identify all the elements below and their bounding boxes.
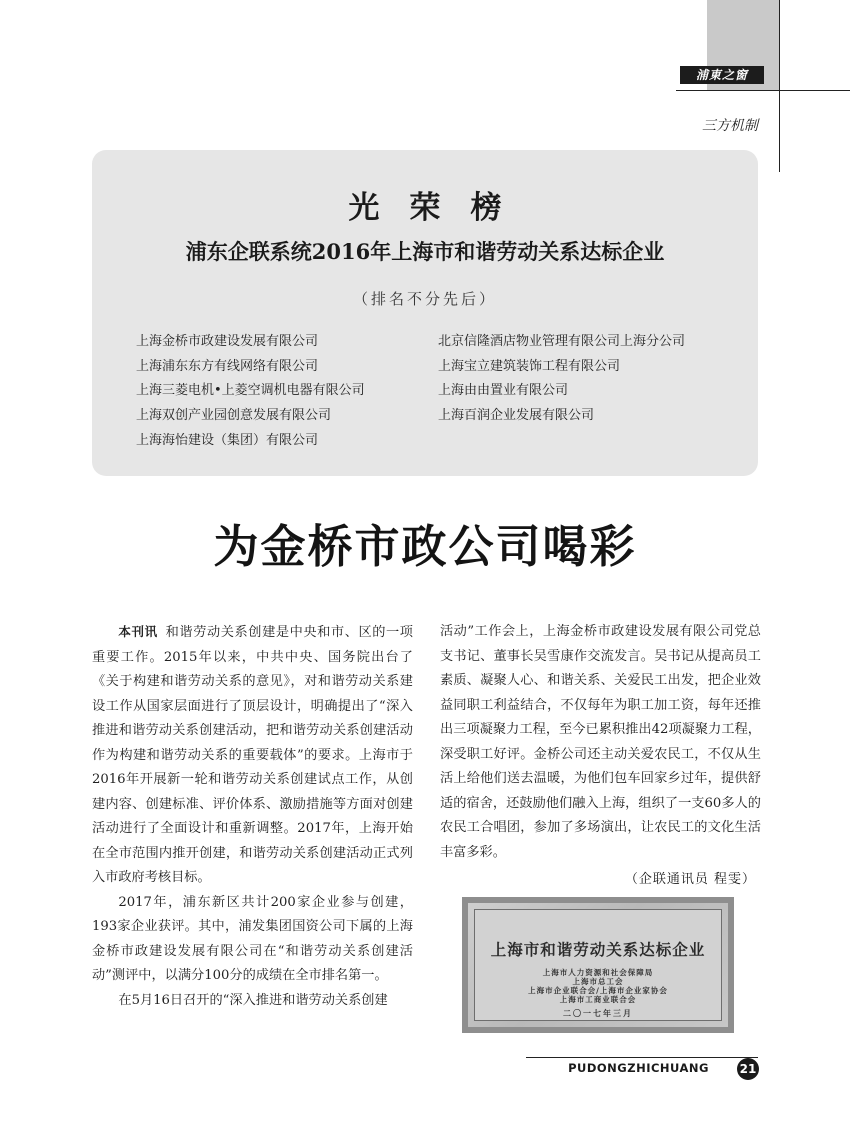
company-list-left	[136, 330, 365, 454]
company-item: 上海由由置业有限公司	[438, 383, 569, 399]
magazine-logo: 浦東之窗	[680, 66, 764, 84]
company-item: 上海浦东东方有线网络有限公司	[136, 358, 319, 374]
plaque-org: 上海市工商业联合会	[559, 995, 637, 1004]
section-label: 三方机制	[702, 118, 758, 134]
page-number: 21	[737, 1058, 759, 1080]
company-list-right	[438, 330, 685, 429]
company-item: 上海百润企业发展有限公司	[438, 408, 595, 424]
company-item: 上海金桥市政建设发展有限公司	[136, 334, 319, 349]
company-item: 上海宝立建筑装饰工程有限公司	[438, 358, 621, 374]
plaque-org: 上海市企业联合会/上海市企业家协会	[528, 986, 668, 995]
byline-lead: 本刊讯	[118, 624, 158, 639]
plaque-inner-panel	[474, 909, 722, 1021]
honor-roll-subtitle: 浦东企联系统2016年上海市和谐劳动关系达标企业	[185, 239, 665, 264]
company-item: 上海三菱电机•上菱空调机电器有限公司	[136, 383, 365, 399]
company-item: 上海双创产业园创意发展有限公司	[136, 408, 332, 424]
ranking-note: （排名不分先后）	[352, 290, 497, 308]
header-vertical-rule	[779, 0, 780, 172]
article-paragraph: 活动”工作会上，上海金桥市政建设发展有限公司党总支书记、董事长吴雪康作交流发言。吴书记从提高员工素质、凝聚人心、和谐关系、关爱民工出发，把企业效益同职工利益结合，不仅每年为职工加工资，每年还推出三项凝聚力工程，至今已累积推出42项凝聚力工程，深受职工好评。金桥公司还主动关爱农民工，不仅从生活上给他们送去温暖，为他们包车回家乡过年，提供舒适的宿舍，还鼓励他们融入上海，组织了一支60多人的农民工合唱团，参加了多场演出，让农民工的文化生活丰富多彩。	[440, 624, 761, 860]
article-credit: （企联通讯员 程雯）	[624, 872, 756, 887]
company-item: 上海海怡建设（集团）有限公司	[136, 432, 319, 448]
footer-rule	[526, 1057, 758, 1058]
plaque-organizations	[475, 968, 721, 1004]
honor-roll-title: 光荣榜	[348, 190, 532, 226]
article-paragraph	[92, 620, 413, 891]
article-column-right	[440, 620, 761, 865]
company-item: 北京信隆酒店物业管理有限公司上海分公司	[438, 334, 686, 349]
article-column-left	[92, 620, 413, 1013]
header-horizontal-rule	[676, 90, 850, 91]
plaque-title: 上海市和谐劳动关系达标企业	[490, 940, 706, 959]
article-headline: 为金桥市政公司喝彩	[213, 520, 637, 573]
magazine-name-footer: PUDONGZHICHUANG	[568, 1061, 709, 1075]
paragraph-text: 和谐劳动关系创建是中央和市、区的一项重要工作。2015年以来，中共中央、国务院出台了《关于构建和谐劳动关系的意见》，对和谐劳动关系建设工作从国家层面进行了顶层设计，明确提出了“深入推进和谐劳动关系创建活动，把和谐劳动关系创建活动作为构建和谐劳动关系的重要载体”的要求。上海市于2016年开展新一轮和谐劳动关系创建试点工作，从创建内容、创建标准、评价体系、激励措施等方面对创建活动进行了全面设计和重新调整。2017年，上海开始在全市范围内推开创建，和谐劳动关系创建活动正式列入市政府考核目标。	[92, 625, 413, 885]
honor-roll-box	[92, 150, 758, 476]
article-paragraph: 2017年，浦东新区共计200家企业参与创建，193家企业获评。其中，浦发集团国资公司下属的上海金桥市政建设发展有限公司在“和谐劳动关系创建活动”测评中，以满分100分的成绩在全市排名第一。	[92, 894, 413, 983]
plaque-org: 上海市人力资源和社会保障局	[542, 968, 654, 977]
award-plaque-photo	[462, 897, 734, 1033]
article-paragraph: 在5月16日召开的“深入推进和谐劳动关系创建	[118, 992, 388, 1008]
plaque-org: 上海市总工会	[572, 977, 624, 986]
plaque-date: 二〇一七年三月	[563, 1008, 633, 1018]
